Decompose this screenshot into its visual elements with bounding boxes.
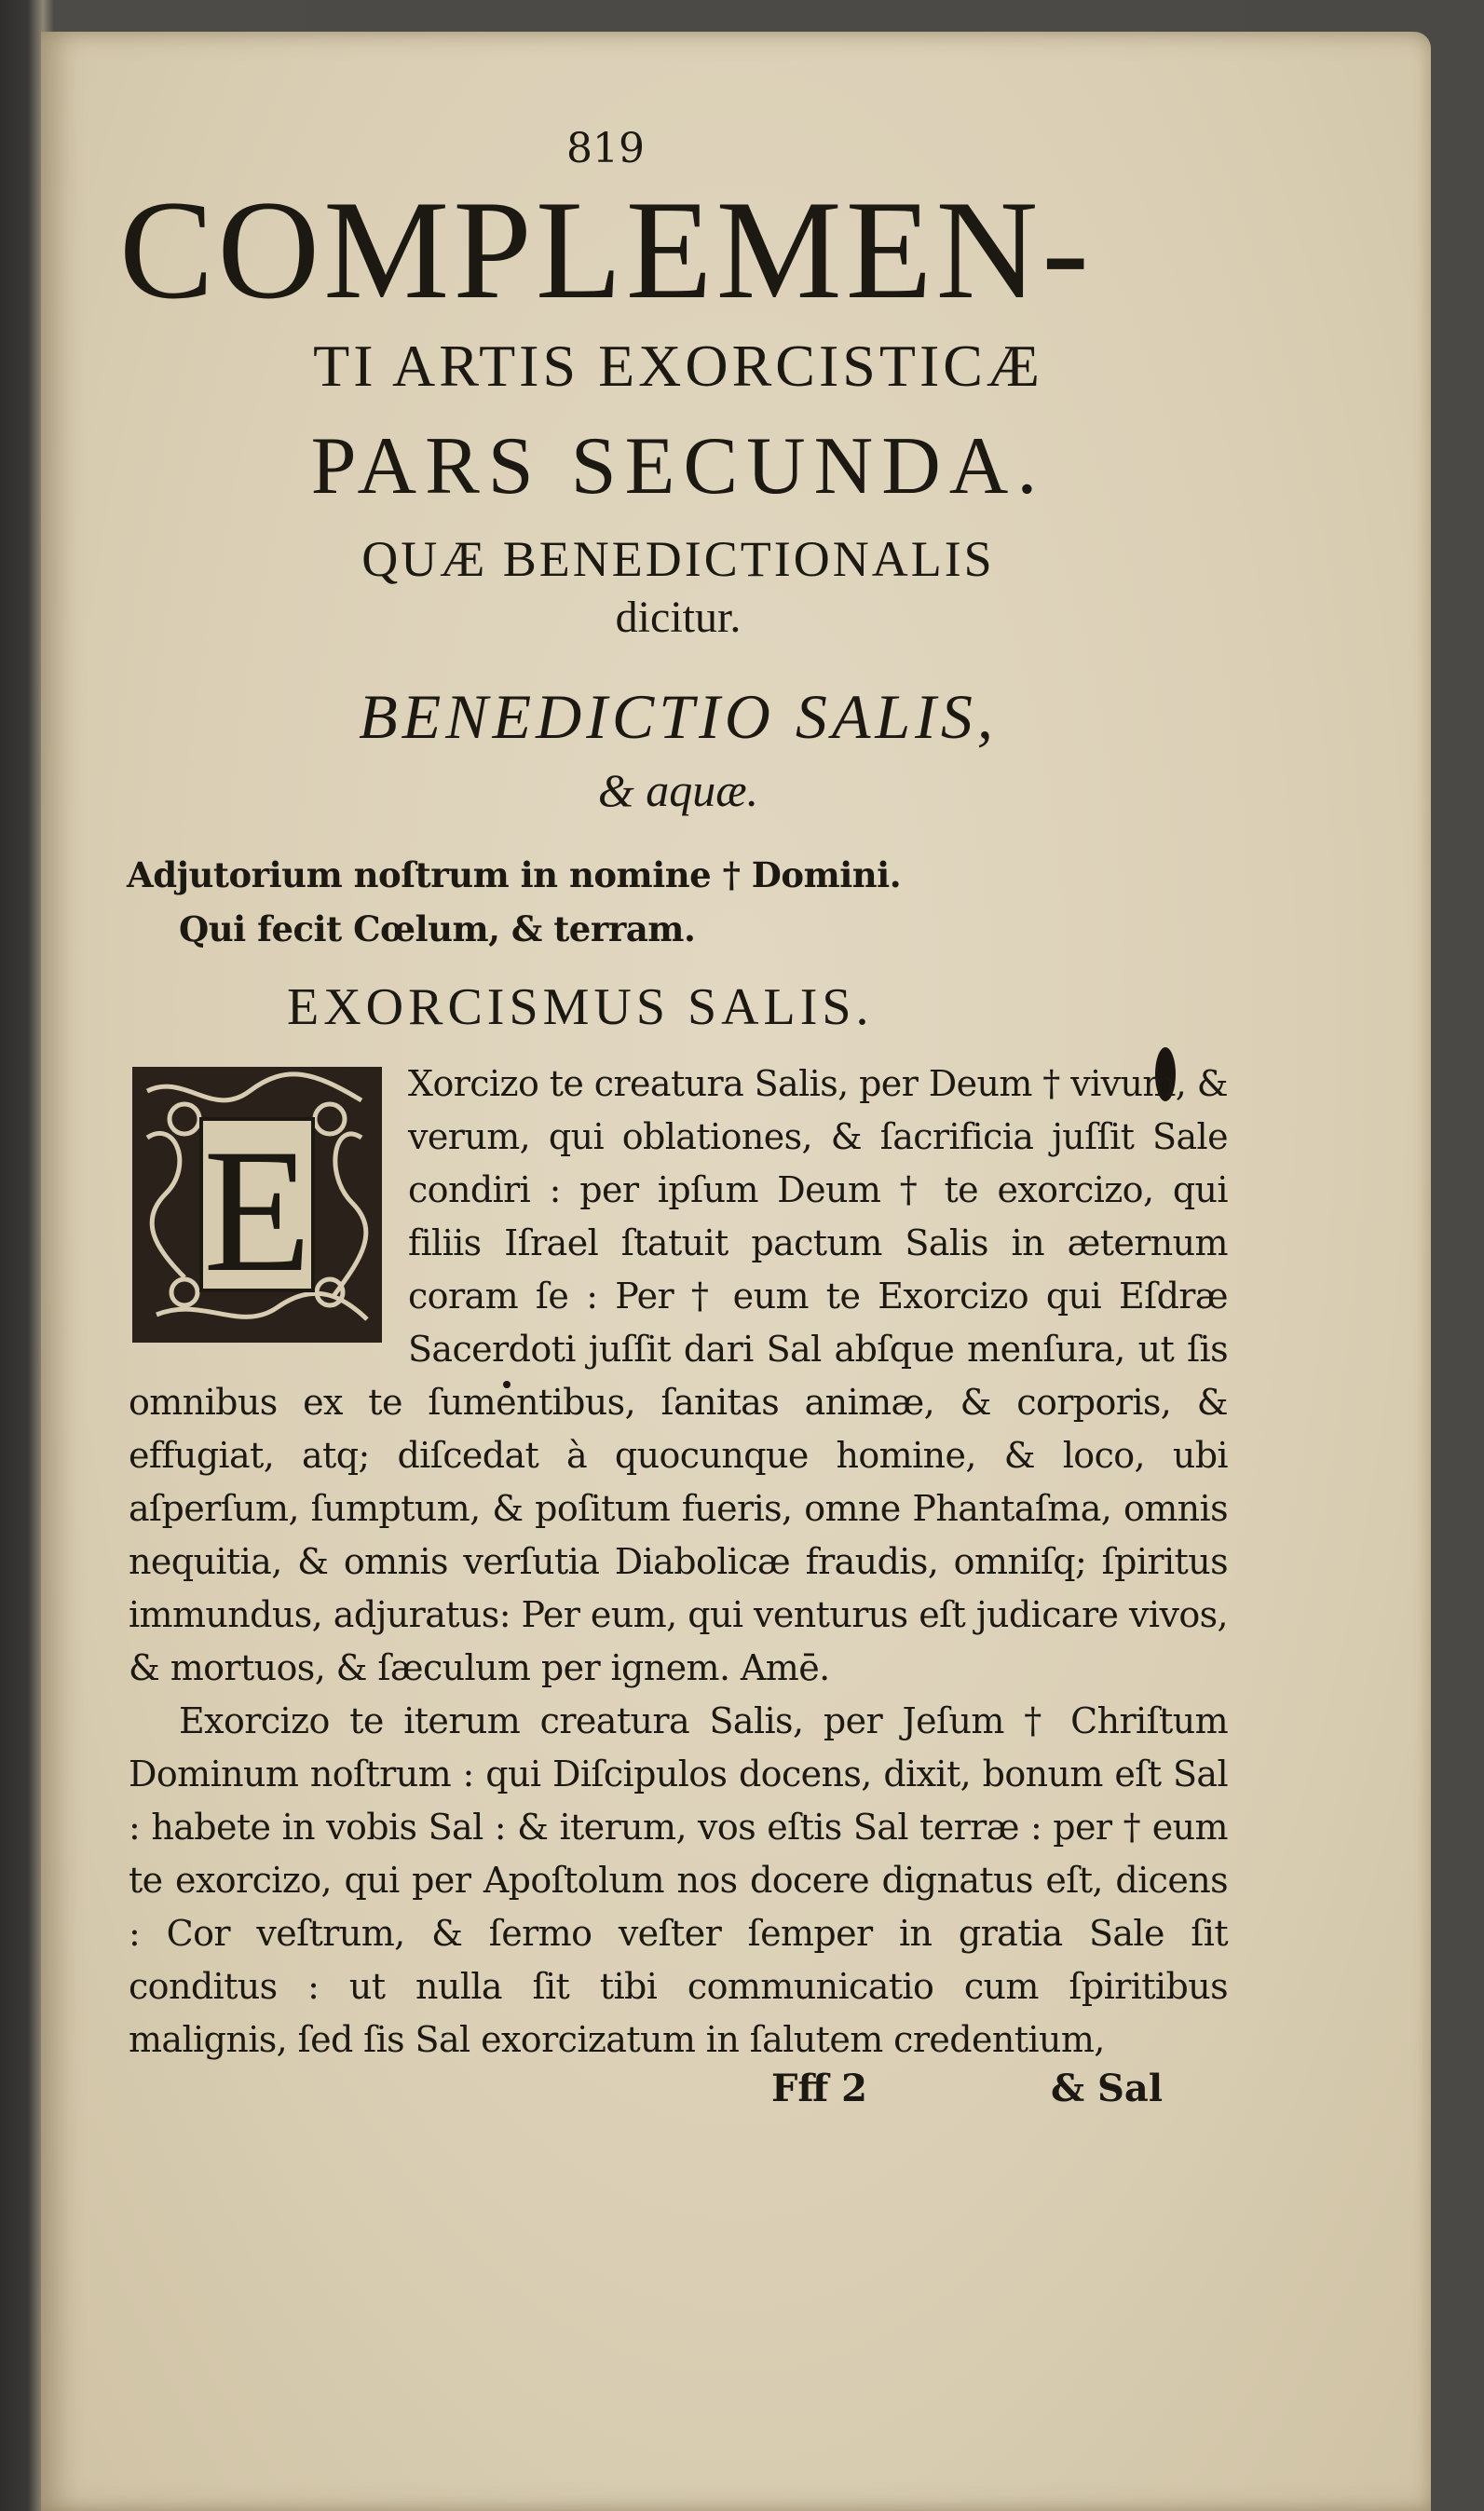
folio-number: 819 [566,125,645,172]
text-block [119,125,1228,2122]
page-footer [129,2067,1228,2122]
paragraph-1: Xorcizo te creatura Salis, per Deum † vivum, & verum, qui oblationes, & ſacrificia juſſit Sale condiri : per ipſum Deum † te exorcizo, qui filiis Iſrael ſtatuit pactum Salis in æternum coram ſe : Per † eum te Exorcizo qui Eſdræ Sacerdoti juſſit dari Sal abſque menſura, ut ſis omnibus ex te ſumentibus, ſanitas animæ, & corporis, & effugiat, atq; diſcedat à quocunque homine, & loco, ubi aſperſum, ſumptum, & poſitum fueris, omne Phantaſma, omnis nequitia, & omnis verſutia Diabolicæ fraudis, omniſq; ſpiritus immundus, adjuratus: Per eum, qui venturus eſt judicare vivos, & mortuos, & ſæculum per ignem. Amē. [129,1063,1228,1689]
title-line-1: COMPLEMEN- [119,171,1093,328]
paragraph-2: Exorcizo te iterum creatura Salis, per Jeſum † Chriſtum Dominum noſtrum : qui Diſcipulos docens, dixit, bonum eſt Sal : habete in vobis Sal : & iterum, vos eſtis Sal terræ : per † eum te exorcizo, qui per Apoſtolum nos docere dignatus eſt, dicens : Cor veſtrum, & ſermo veſter ſemper in gratia Sale ſit conditus : ut nulla ſit tibi communicatio cum ſpiritibus malignis, ſed ſis Sal exorcizatum in ſalutem credentium, [129,1700,1228,2061]
section-subtitle: & aquæ. [597,764,759,817]
book-page [41,32,1431,2511]
response: Qui fecit Cœlum, & terram. [179,908,696,950]
signature-mark: Fff 2 [771,2067,867,2111]
body-text [129,1058,1228,2067]
title-line-4: QUÆ BENEDICTIONALIS [361,531,995,588]
catchword: & Sal [1051,2067,1164,2111]
svg-text:E: E [203,1113,311,1310]
ornamental-initial-e-icon [129,1063,386,1346]
section-title: BENEDICTIO SALIS, [359,681,998,753]
versicle: Adjutorium noſtrum in nomine † Domini. [127,854,902,896]
title-line-3: PARS SECUNDA. [310,421,1046,512]
title-line-2: TI ARTIS EXORCISTICÆ [313,333,1043,400]
exorcism-heading: EXORCISMUS SALIS. [287,978,874,1037]
title-line-5: dicitur. [615,593,742,643]
